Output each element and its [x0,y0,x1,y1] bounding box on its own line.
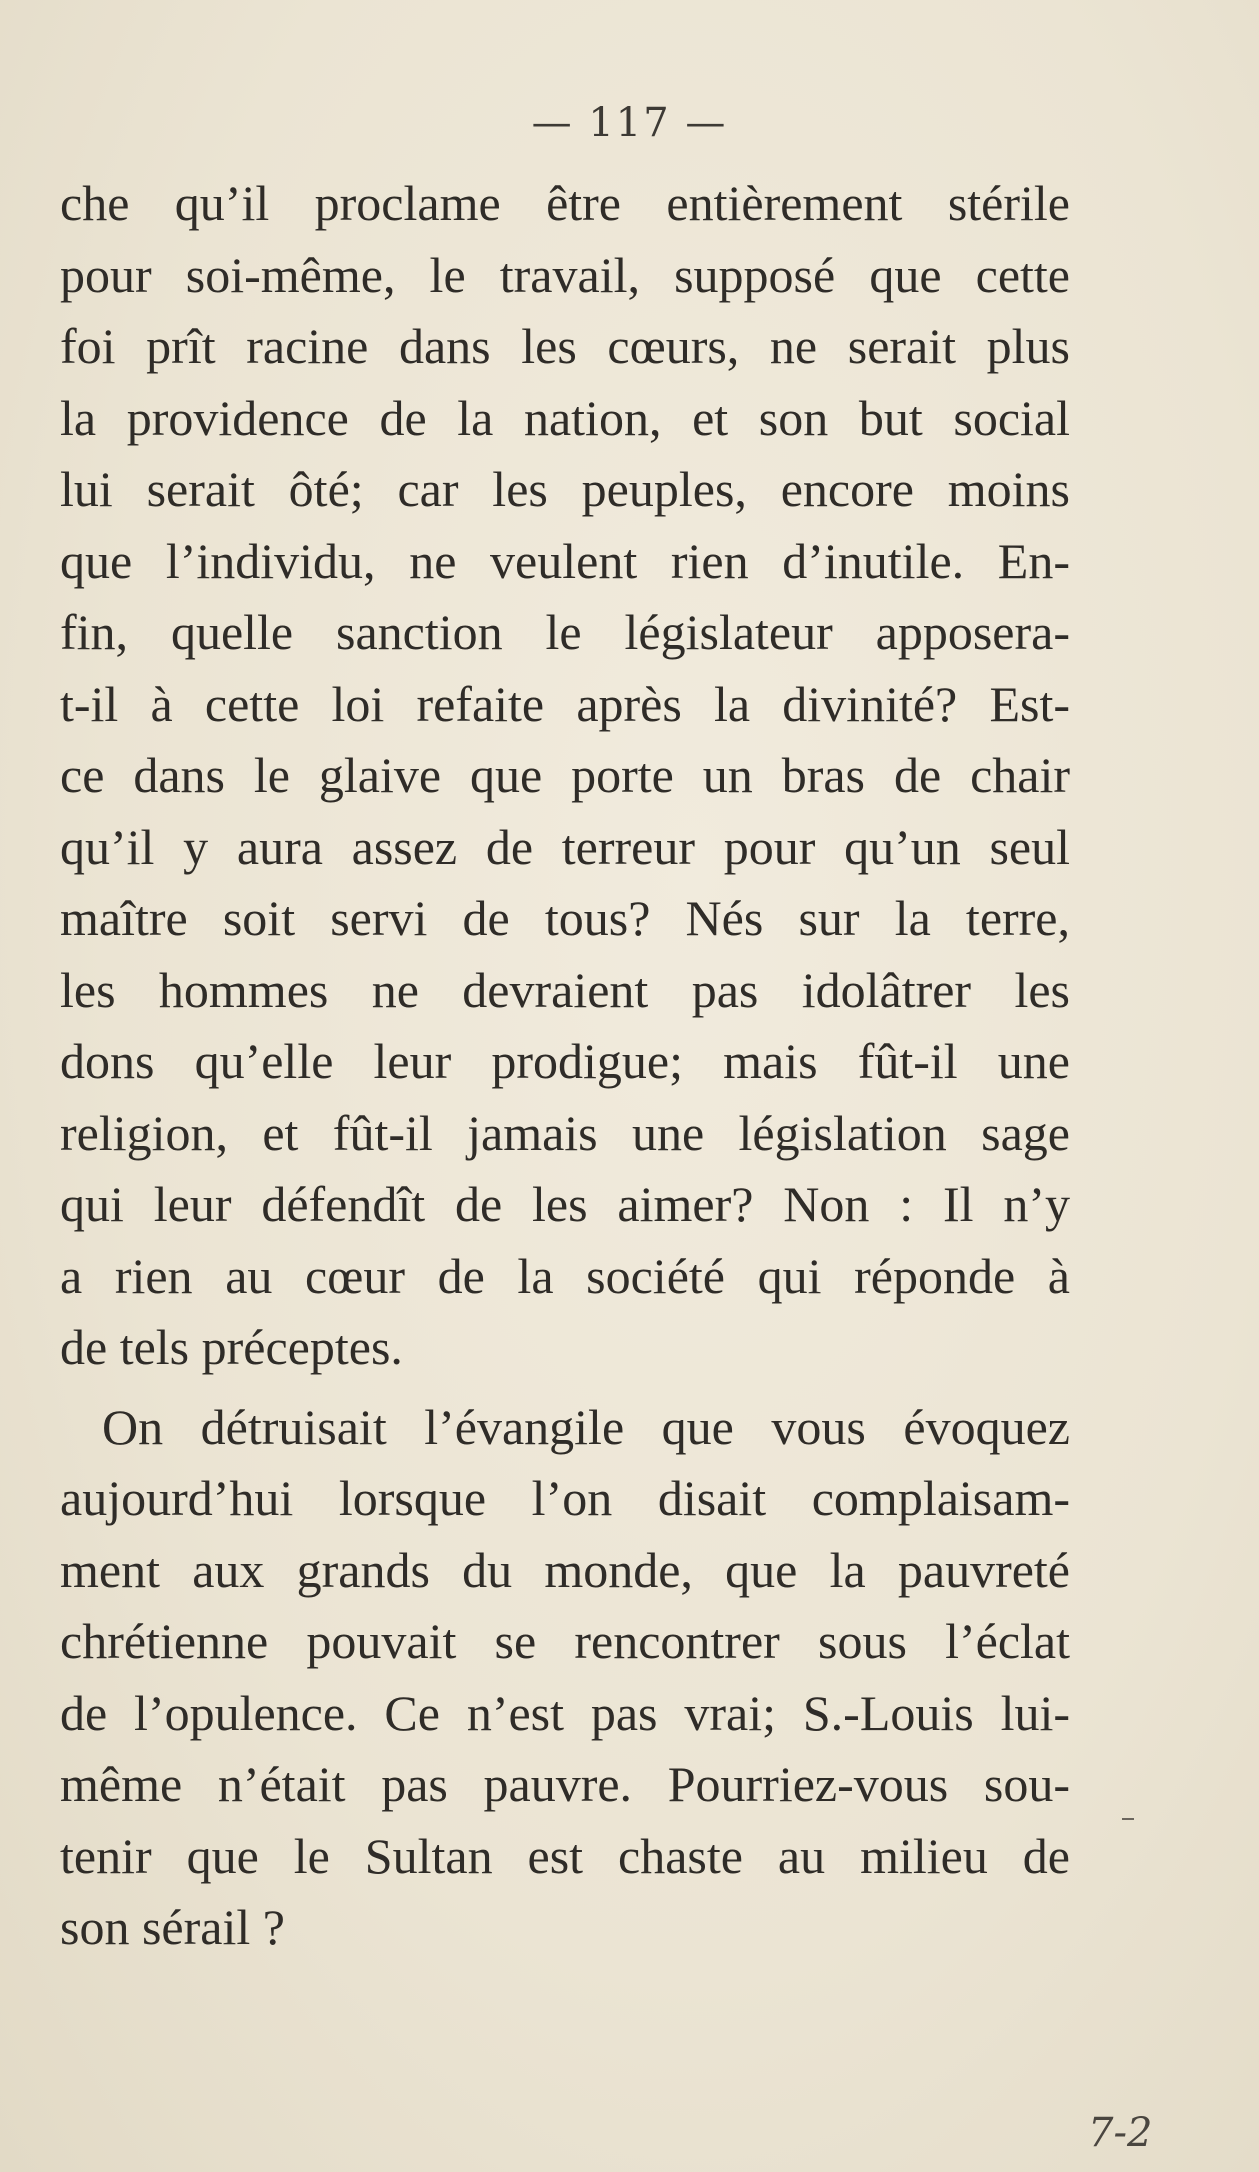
paragraph-1 [60,168,1070,1384]
text-line: ce dans le glaive que porte un bras de chair [60,747,1070,803]
text-line: dons qu’elle leur prodigue; mais fût-il une [60,1033,1070,1089]
text-line: son sérail ? [60,1899,285,1955]
text-line: même n’était pas pauvre. Pourriez-vous sou- [60,1756,1070,1812]
text-line: religion, et fût-il jamais une législation sage [60,1104,1070,1161]
margin-mark [1122,1818,1134,1820]
body-text [60,168,1070,1964]
text-line: aujourd’hui lorsque l’on disait complaisam- [60,1470,1070,1526]
text-line: lui serait ôté; car les peuples, encore moins [60,461,1070,517]
handwritten-page-mark: 7-2 [1088,2110,1153,2156]
text-line: qu’il y aura assez de terreur pour qu’un seul [60,818,1070,875]
paragraph-2 [60,1392,1070,1964]
text-line: t-il à cette loi refaite après la divinité? Est- [60,675,1070,732]
text-line: qui leur défendît de les aimer? Non : Il n’y [60,1176,1070,1232]
text-line: chrétienne pouvait se rencontrer sous l’éclat [60,1613,1070,1669]
text-line: ment aux grands du monde, que la pauvreté [60,1541,1070,1598]
text-line: fin, quelle sanction le législateur apposera- [60,604,1070,660]
text-line: que l’individu, ne veulent rien d’inutile. En- [60,532,1070,589]
text-line: de tels préceptes. [60,1319,403,1375]
text-line: a rien au cœur de la société qui réponde à [60,1247,1070,1304]
text-line: tenir que le Sultan est chaste au milieu de [60,1827,1070,1884]
text-line: pour soi-même, le travail, supposé que cette [60,246,1070,303]
text-line: foi prît racine dans les cœurs, ne serait plus [60,318,1070,374]
text-line: maître soit servi de tous? Nés sur la terre, [60,890,1070,946]
paragraph-gap [60,1384,1070,1392]
text-line: che qu’il proclame être entièrement stérile [60,175,1070,231]
text-line: On détruisait l’évangile que vous évoquez [102,1398,1070,1455]
text-line: la providence de la nation, et son but social [60,389,1070,446]
text-line: de l’opulence. Ce n’est pas vrai; S.-Louis lui- [60,1684,1070,1741]
page-number: — 117 — [531,100,728,146]
text-line: les hommes ne devraient pas idolâtrer les [60,961,1070,1018]
